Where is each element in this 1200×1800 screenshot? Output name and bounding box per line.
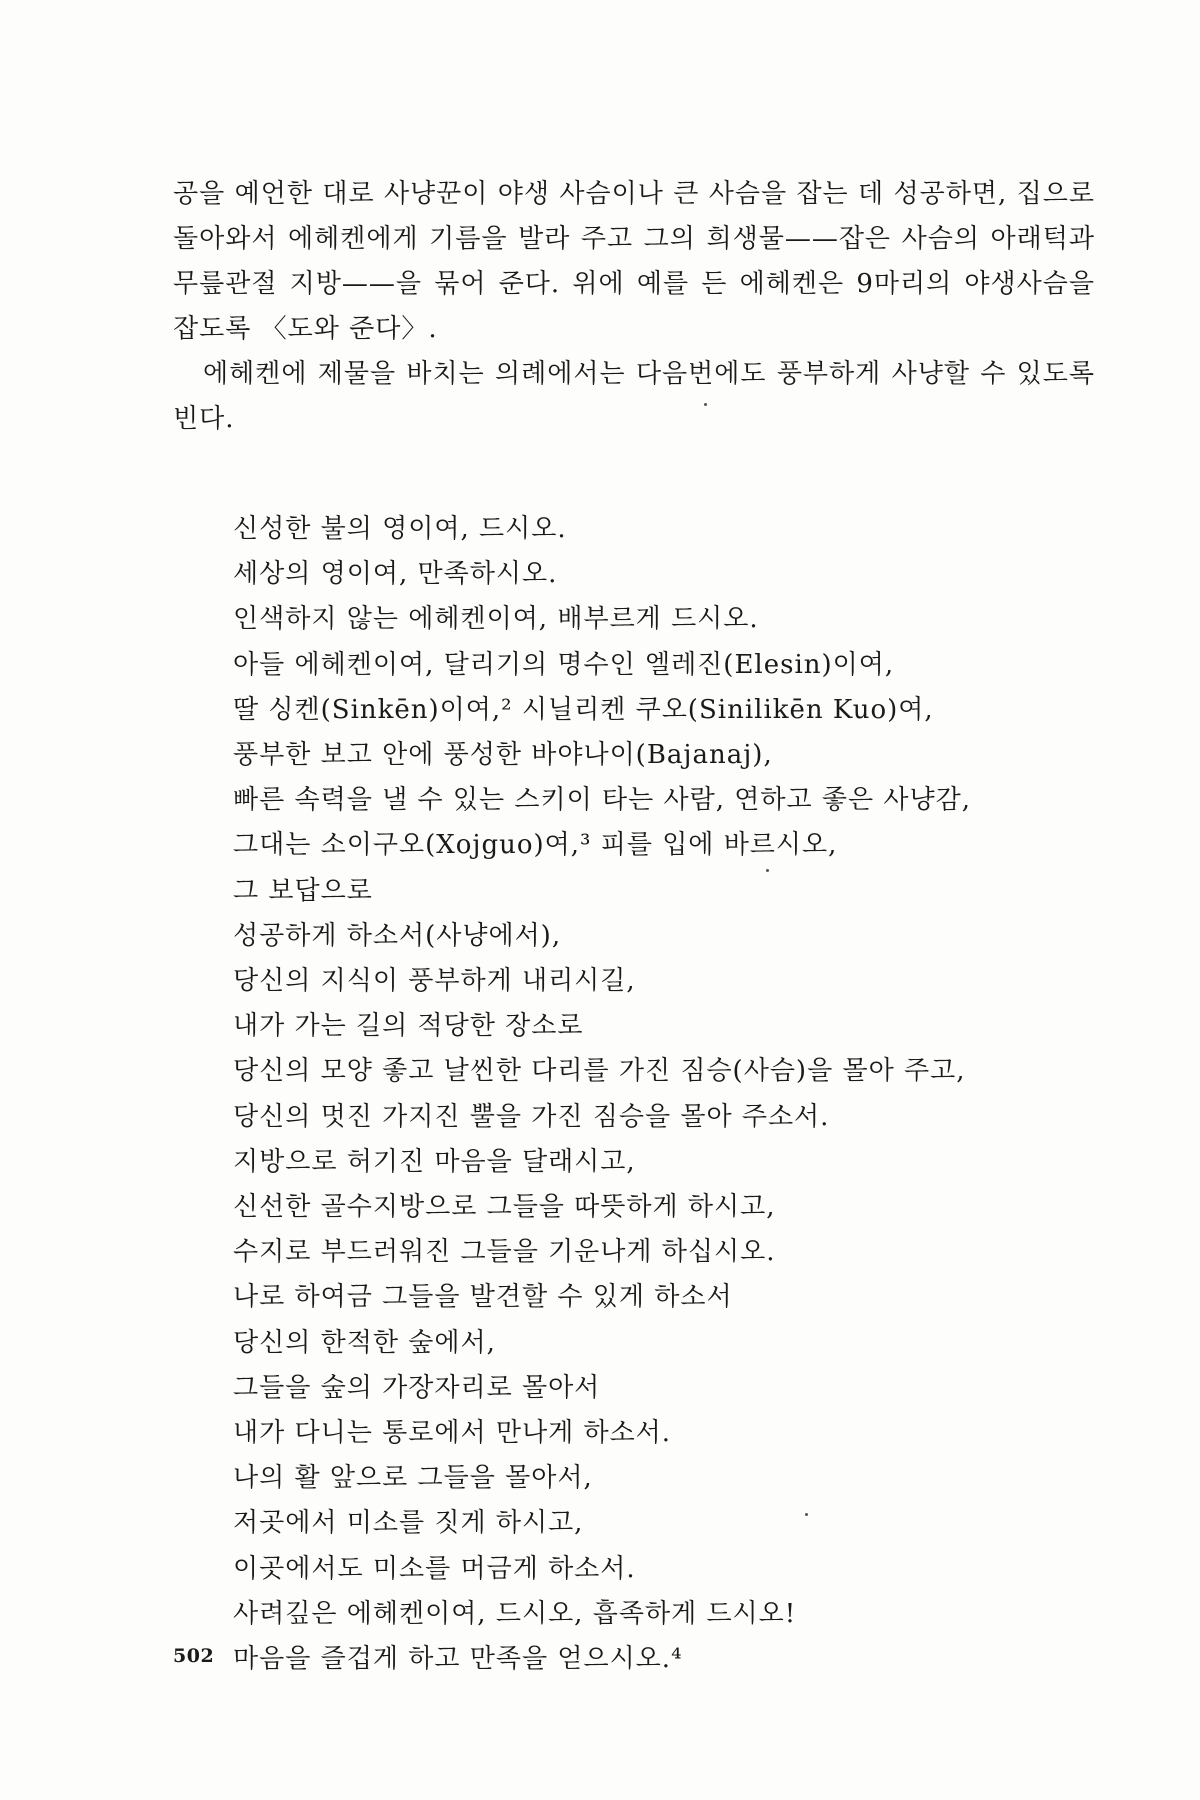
poem-line: 저곳에서 미소를 짓게 하시고, <box>233 1508 584 1539</box>
poem-line: 세상의 영이여, 만족하시오. <box>233 559 558 590</box>
poem-line: 이곳에서도 미소를 머금게 하소서. <box>233 1553 636 1584</box>
prose-paragraph: 에헤켄에 제물을 바치는 의례에서는 다음번에도 풍부하게 사냥할 수 있도록 빈다. <box>173 359 1095 434</box>
print-speck <box>805 1513 808 1516</box>
poem-line: 지방으로 허기진 마음을 달래시고, <box>233 1146 636 1177</box>
prose-paragraph: 공을 예언한 대로 사냥꾼이 야생 사슴이나 큰 사슴을 잡는 데 성공하면, 집으로 돌아와서 에헤켄에게 기름을 발라 주고 그의 희생물——잡은 사슴의 아래턱과 무릎관절 지방——을 묶어 준다. 위에 예를 든 에헤켄은 9마리의 야생사슴을 잡도록 〈도와 준다〉. <box>173 179 1095 344</box>
poem-line: 나로 하여금 그들을 발견할 수 있게 하소서 <box>233 1282 733 1313</box>
poem-line: 빠른 속력을 낼 수 있는 스키이 타는 사람, 연하고 좋은 사냥감, <box>233 785 971 816</box>
prose-section <box>173 172 1095 442</box>
prayer-poem <box>233 507 1113 1682</box>
poem-line: 당신의 지식이 풍부하게 내리시길, <box>233 966 636 997</box>
poem-line: 풍부한 보고 안에 풍성한 바야나이(Bajanaj), <box>233 740 773 771</box>
poem-line: 마음을 즐겁게 하고 만족을 얻으시오.⁴ <box>233 1644 683 1675</box>
poem-line: 당신의 한적한 숲에서, <box>233 1327 496 1358</box>
poem-line: 그대는 소이구오(Xojguo)여,³ 피를 입에 바르시오, <box>233 830 838 861</box>
print-speck <box>704 403 707 406</box>
poem-line: 내가 다니는 통로에서 만나게 하소서. <box>233 1418 672 1449</box>
poem-line: 나의 활 앞으로 그들을 몰아서, <box>233 1463 593 1494</box>
poem-line: 당신의 멋진 가지진 뿔을 가진 짐승을 몰아 주소서. <box>233 1101 830 1132</box>
poem-line: 신성한 불의 영이여, 드시오. <box>233 514 567 544</box>
poem-line: 성공하게 하소서(사냥에서), <box>233 920 562 951</box>
poem-line: 당신의 모양 좋고 날씬한 다리를 가진 짐승(사슴)을 몰아 주고, <box>233 1056 966 1087</box>
poem-line: 신선한 골수지방으로 그들을 따뜻하게 하시고, <box>233 1192 776 1223</box>
poem-line: 내가 가는 길의 적당한 장소로 <box>233 1011 584 1042</box>
poem-line: 딸 싱켄(Sinkēn)이여,² 시닐리켄 쿠오(Sinilikēn Kuo)여, <box>233 694 934 725</box>
poem-line: 사려깊은 에헤켄이여, 드시오, 흡족하게 드시오! <box>233 1598 797 1629</box>
page-number: 502 <box>173 1645 215 1667</box>
poem-line: 아들 에헤켄이여, 달리기의 명수인 엘레진(Elesin)이여, <box>233 649 895 680</box>
poem-line: 수지로 부드러워진 그들을 기운나게 하십시오. <box>233 1237 776 1268</box>
poem-line: 그들을 숲의 가장자리로 몰아서 <box>233 1372 601 1403</box>
poem-line: 인색하지 않는 에헤켄이여, 배부르게 드시오. <box>233 604 759 635</box>
poem-line: 그 보답으로 <box>233 875 373 906</box>
print-speck <box>766 869 769 872</box>
